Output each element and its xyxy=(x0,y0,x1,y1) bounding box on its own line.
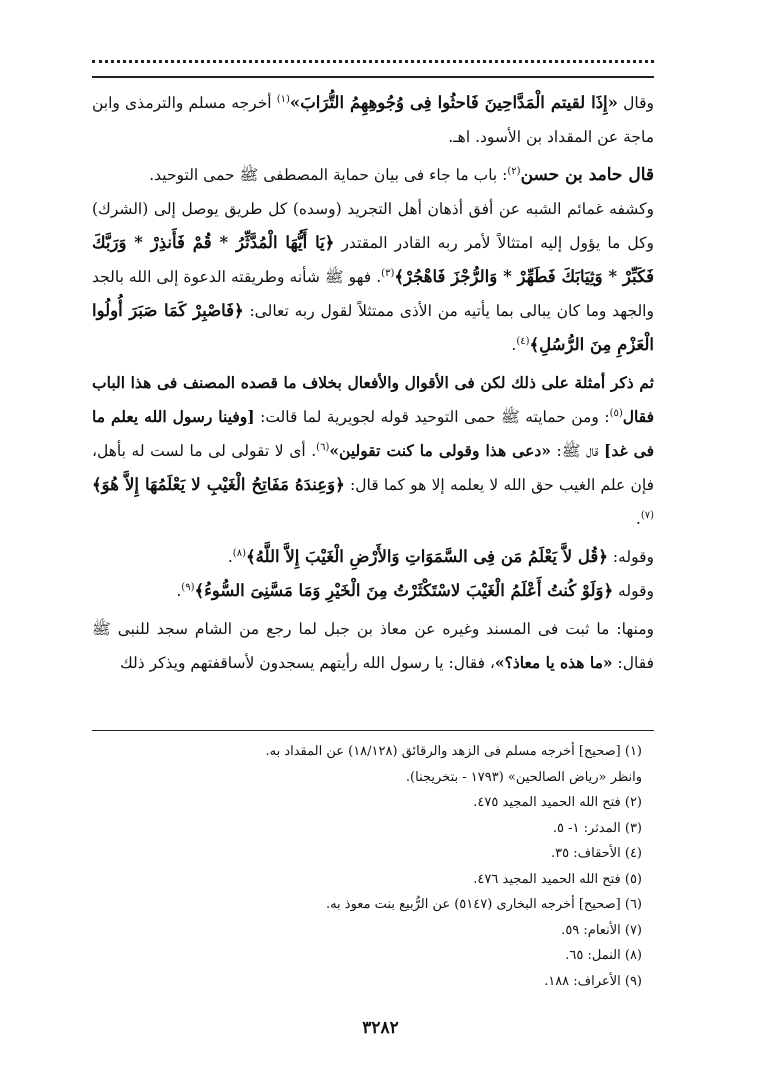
paragraph-7 xyxy=(92,612,654,680)
quran-verse: ﴿وَعِندَهُ مَفَاتِحُ الْغَيْبِ لا يَعْلَمُهَا إِلاَّ هُوَ﴾ xyxy=(92,475,345,494)
footnote-6: (٦) [صحيح] أخرجه البخارى (٥١٤٧) عن الرُّبيع بنت معوذ به. xyxy=(325,897,642,912)
footnote-9: (٩) الأعراف: ١٨٨. xyxy=(544,973,642,989)
text-run: ثم ذكر أمثلة على ذلك لكن فى الأقوال والأفعال بخلاف ما قصده المصنف فى هذا الباب فقال xyxy=(92,373,654,426)
footnote-ref: (٢) xyxy=(507,165,521,177)
quran-verse: ﴿فَاصْبِرْ كَمَا صَبَرَ أُولُوا الْعَزْمِ مِنَ الرُّسُلِ﴾ xyxy=(92,301,654,354)
footnotes xyxy=(92,730,654,994)
text-run: . xyxy=(511,336,517,354)
text-run: قال ﷺ: xyxy=(550,442,605,460)
text-run: : باب ما جاء فى بيان حماية المصطفى ﷺ حمى التوحيد. xyxy=(149,166,508,184)
footnote-5: (٥) فتح الله الحميد المجيد ٤٧٦. xyxy=(473,871,642,887)
text-run: [وفينا رسول الله يعلم ما فى غد] xyxy=(92,407,654,460)
text-run: «دعى هذا وقولى ما كنت تقولين» xyxy=(329,441,551,460)
text-run: . xyxy=(176,582,182,600)
text-run: . فهو ﷺ شأنه وطريقته الدعوة إلى الله بالجد والجهد وما كان يبالى بما يأتيه من الأذى ممتثلاً لقول ربه تعالى: xyxy=(92,268,654,320)
footnote-4: (٤) الأحقاف: ٣٥. xyxy=(551,846,642,861)
text-run: أخرجه مسلم والترمذى وابن ماجة عن المقداد بن الأسود. اهـ. xyxy=(92,94,654,146)
text-run: وقال xyxy=(617,94,654,112)
paragraph-6 xyxy=(92,574,654,608)
footnote-ref: (٧) xyxy=(640,509,654,521)
paragraph-3 xyxy=(92,192,654,362)
footnote-ref: (٥) xyxy=(609,407,623,419)
footnote-ref: (٤) xyxy=(516,335,530,347)
text-run: ومنها: ما ثبت فى المسند وغيره عن معاذ بن جبل لما رجع من الشام سجد للنبى ﷺ فقال: xyxy=(92,620,654,672)
text-run: . أى لا تقولى لى ما لست له بأهل، فإن علم الغيب حق الله لا يعلمه إلا هو كما قال: xyxy=(92,442,654,494)
footnote-ref: (١) xyxy=(276,93,290,105)
footnote-7: (٧) الأنعام: ٥٩. xyxy=(561,922,642,938)
quran-verse: ﴿يَا أَيُّهَا الْمُدَّثِّرُ * قُمْ فَأَنذِرْ * وَرَبَّكَ فَكَبِّرْ * وَثِيَابَكَ فَطَهِّرْ * وَالرُّجْزَ فَاهْجُرْ﴾ xyxy=(92,233,655,286)
top-solid-rule xyxy=(92,76,654,78)
footnote-ref: (٦) xyxy=(316,441,330,453)
paragraph-5 xyxy=(92,540,654,574)
text-run: . xyxy=(635,510,641,528)
footnote-1: (١) [صحيح] أخرجه مسلم فى الزهد والرقائق (١٨/١٢٨) عن المقداد به. xyxy=(265,744,642,759)
footnote-8: (٨) النمل: ٦٥. xyxy=(565,948,642,963)
quran-verse: ﴿قُل لاَّ يَعْلَمُ مَن فِى السَّمَوَاتِ وَالأَرْضِ الْغَيْبَ إِلاَّ اللَّهُ﴾ xyxy=(245,547,608,566)
text-run: ، فقال: يا رسول الله رأيتهم يسجدون لأساقفتهم ويذكر ذلك xyxy=(119,654,495,672)
paragraph-2 xyxy=(92,158,654,192)
text-run: قال حامد بن حسن xyxy=(520,165,654,185)
text-run: «ما هذه يا معاذ؟» xyxy=(494,653,613,672)
footnote-2: (٢) فتح الله الحميد المجيد ٤٧٥. xyxy=(473,795,642,810)
page-number: ٣٢٨٢ xyxy=(362,1018,399,1038)
text-run: . xyxy=(227,548,233,566)
text-run: : ومن حمايته ﷺ حمى التوحيد قوله لجويرية لما قالت: xyxy=(254,408,610,426)
footnote-ref: (٣) xyxy=(381,267,395,279)
paragraph-4 xyxy=(92,366,654,536)
paragraph-1 xyxy=(92,86,654,154)
quran-verse: «إِذَا لقيتم الْمَدَّاحِينَ فَاحثُوا فِى وُجُوهِهِمُ التُّرَابَ» xyxy=(289,93,618,112)
text-run: وقوله xyxy=(613,582,654,600)
footnote-ref: (٨) xyxy=(232,547,246,559)
text-run: وكشفه غمائم الشبه عن أفق أذهان أهل التجريد (وسده) كل طريق يوصل إلى (الشرك) وكل ما يؤول إليه امتثالاً لأمر ربه القادر المقتدر xyxy=(92,200,655,252)
footnote-ref: (٩) xyxy=(181,581,195,593)
top-dotted-rule xyxy=(92,60,654,63)
footnote-1-cont: وانظر «رياض الصالحين» (١٧٩٣ - بتخريجنا). xyxy=(405,769,642,785)
main-text xyxy=(92,86,654,680)
quran-verse: ﴿وَلَوْ كُنتُ أَعْلَمُ الْغَيْبَ لاسْتَكْثَرْتُ مِنَ الْخَيْرِ وَمَا مَسَّنِىَ السُّوءُ﴾ xyxy=(194,581,614,600)
footnote-3: (٣) المدثر: ١- ٥. xyxy=(552,820,642,836)
text-run: وقوله: xyxy=(607,548,654,566)
